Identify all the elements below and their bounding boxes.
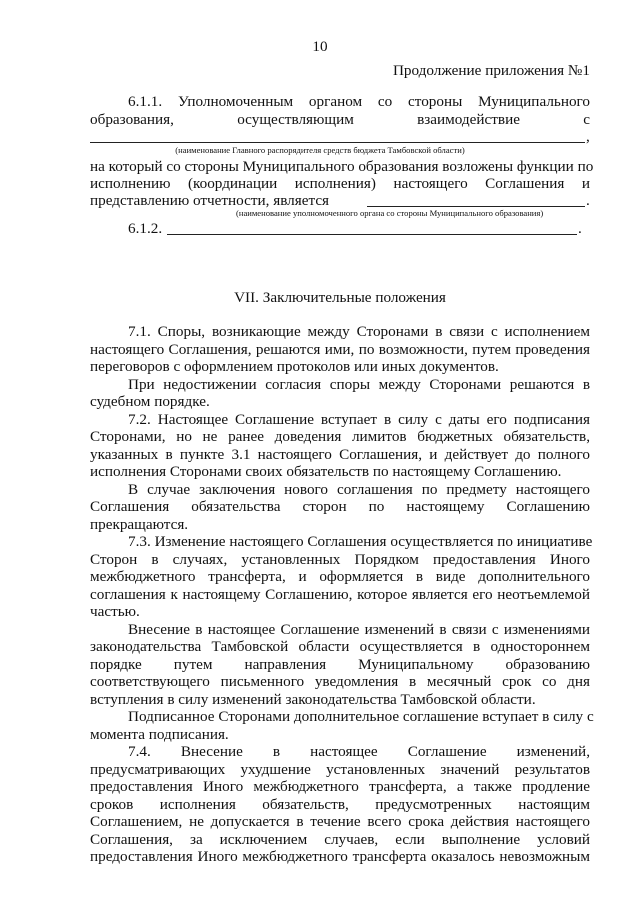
body-line: Соглашения, за исключением случаев, если выполнение условий — [90, 831, 590, 848]
body-line: В случае заключения нового соглашения по предмету настоящего — [128, 481, 590, 498]
body-line: предоставления Иного межбюджетного трансферта, а также продление — [90, 778, 590, 795]
clause-611-line-1: 6.1.1. Уполномоченным органом со стороны Муниципального — [128, 93, 590, 110]
body-line: указанных в пункте 3.1 настоящего Соглашения, и действует до полного — [90, 446, 590, 463]
body-line: 7.1. Споры, возникающие между Сторонами в связи с исполнением — [128, 323, 590, 340]
fill-line-authority — [90, 142, 585, 143]
body-line: исполнения Сторонами своих обязательств по настоящему Соглашению. — [90, 463, 562, 480]
clause-612-period: . — [578, 220, 582, 237]
page-number: 10 — [312, 38, 328, 55]
body-line: частью. — [90, 603, 140, 620]
body-line: 7.3. Изменение настоящего Соглашения осуществляется по инициативе — [128, 533, 593, 550]
clause-611-line-5: представлению отчетности, является — [90, 192, 330, 209]
caption-main-administrator: (наименование Главного распорядителя средств бюджета Тамбовской области) — [175, 145, 465, 155]
body-line: порядке путем направления Муниципальному образованию — [90, 656, 590, 673]
body-line: настоящего Соглашения, решаются ими, по возможности, путем проведения — [90, 341, 590, 358]
body-line: 7.4. Внесение в настоящее Соглашение изменений, — [128, 743, 590, 760]
clause-611-line-4: исполнению (координации исполнения) настоящего Соглашения и — [90, 175, 590, 192]
body-line: предусматривающих ухудшение установленных значений результатов — [90, 761, 590, 778]
body-line: Соглашения обязательства сторон по настоящему Соглашению — [90, 498, 590, 515]
period-mark: . — [586, 192, 590, 209]
clause-612-label: 6.1.2. — [128, 220, 163, 237]
body-line: Сторонами, но не ранее доведения лимитов бюджетных обязательств, — [90, 428, 590, 445]
body-line: Соглашением, не допускается в течение всего срока действия настоящего — [90, 813, 590, 830]
body-line: Внесение в настоящее Соглашение изменений в связи с изменениями — [128, 621, 590, 638]
clause-611-line-2: образования, осуществляющим взаимодействие с — [90, 111, 590, 128]
body-line: сроков исполнения обязательств, предусмотренных настоящим — [90, 796, 590, 813]
comma-mark: , — [586, 128, 590, 145]
appendix-header: Продолжение приложения №1 — [392, 62, 590, 79]
fill-line-authorized-body — [367, 206, 585, 207]
body-line: 7.2. Настоящее Соглашение вступает в силу с даты его подписания — [128, 411, 590, 428]
body-line: прекращаются. — [90, 516, 189, 533]
body-line: судебном порядке. — [90, 393, 210, 410]
caption-authorized-body: (наименование уполномоченного органа со стороны Муниципального образования) — [236, 208, 544, 218]
body-line: Подписанное Сторонами дополнительное соглашение вступает в силу с — [128, 708, 594, 725]
body-line: переговоров с оформлением протоколов или иных документов. — [90, 358, 499, 375]
body-line: При недостижении согласия споры между Сторонами решаются в — [128, 376, 590, 393]
fill-line-612 — [167, 234, 577, 235]
body-line: вступления в силу изменений законодательства Тамбовской области. — [90, 691, 536, 708]
body-line: Сторон в случаях, установленных Порядком предоставления Иного — [90, 551, 590, 568]
clause-611-line-3: на который со стороны Муниципального образования возложены функции по — [90, 158, 594, 175]
body-line: предоставления Иного межбюджетного трансферта оказалось невозможным — [90, 848, 590, 865]
body-line: соответствующего письменного уведомления в месячный срок со дня — [90, 673, 590, 690]
body-line: законодательства Тамбовской области осуществляется в одностороннем — [90, 638, 590, 655]
body-line: момента подписания. — [90, 726, 229, 743]
body-line: межбюджетного трансферта, и оформляется в виде дополнительного — [90, 568, 590, 585]
body-line: соглашения к настоящему Соглашению, которое является его неотъемлемой — [90, 586, 590, 603]
section-heading: VII. Заключительные положения — [234, 289, 446, 306]
